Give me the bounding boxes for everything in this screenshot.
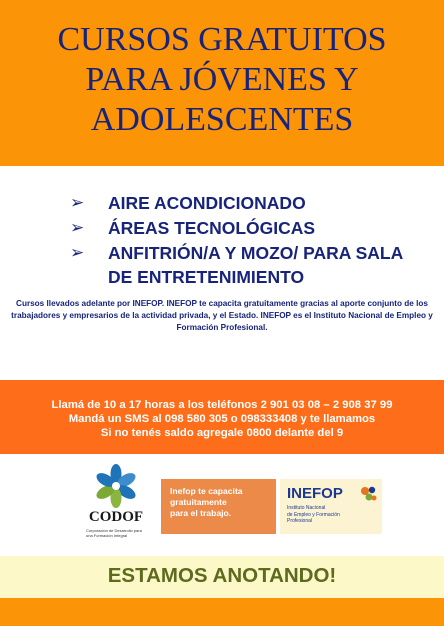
course-item	[70, 216, 430, 240]
course-label: ANFITRIÓN/A Y MOZO/ PARA SALA DE ENTRETENIMIENTO	[108, 243, 403, 287]
contact-line: Si no tenés saldo agregale 0800 delante del 9	[100, 427, 344, 439]
inefop-subtitle	[287, 505, 377, 525]
cta-band	[0, 556, 444, 598]
inefop-slogan	[170, 486, 270, 519]
logos-row	[0, 454, 444, 556]
title-line: PARA JÓVENES Y	[85, 61, 359, 98]
course-item	[70, 241, 430, 289]
title-line: CURSOS GRATUITOS	[57, 21, 387, 58]
codof-subtitle: Corporación de Desarrollo para una Formación Integral	[86, 528, 142, 538]
course-label: ÁREAS TECNOLÓGICAS	[108, 218, 316, 238]
inefop-mark-icon	[358, 484, 378, 504]
footer-band	[0, 598, 444, 626]
arrow-bullet-icon: ➢	[70, 193, 85, 212]
slogan-line: Inefop te capacita	[170, 486, 243, 496]
course-label: AIRE ACONDICIONADO	[108, 193, 306, 213]
contact-line: Llamá de 10 a 17 horas a los teléfonos 2 901 03 08 – 2 908 37 99	[51, 399, 393, 411]
codof-flower-icon	[76, 462, 156, 510]
contact-info	[0, 398, 444, 440]
contact-line: Mandá un SMS al 098 580 305 o 098333408 y te llamamos	[68, 413, 376, 425]
description-text: Cursos llevados adelante por INEFOP. INEFOP te capacita gratuitamente gracias al aporte conjunto de los trabajadores y empresarios de la actividad privada, y el Estado. INEFOP es el Instituto Nacional de Empleo y Formación Profesional.	[11, 299, 433, 332]
slogan-line: para el trabajo.	[170, 508, 232, 518]
inefop-logo	[280, 479, 382, 534]
codof-logo	[76, 462, 156, 548]
inefop-slogan-box	[161, 479, 276, 534]
inefop-name: INEFOP	[287, 485, 343, 502]
course-item	[70, 191, 430, 215]
cta-text: ESTAMOS ANOTANDO!	[107, 564, 337, 587]
slogan-line: gratuitamente	[170, 497, 227, 507]
codof-name: CODOF	[88, 509, 144, 525]
arrow-bullet-icon: ➢	[70, 218, 85, 237]
inefop-subtitle-line: de Empleo y Formación	[287, 511, 340, 518]
page-title	[0, 20, 444, 140]
title-line: ADOLESCENTES	[90, 101, 354, 138]
inefop-subtitle-line: Instituto Nacional	[287, 505, 326, 511]
inefop-subtitle-line: Profesional	[287, 518, 313, 524]
course-list	[70, 191, 430, 290]
arrow-bullet-icon: ➢	[70, 243, 85, 262]
